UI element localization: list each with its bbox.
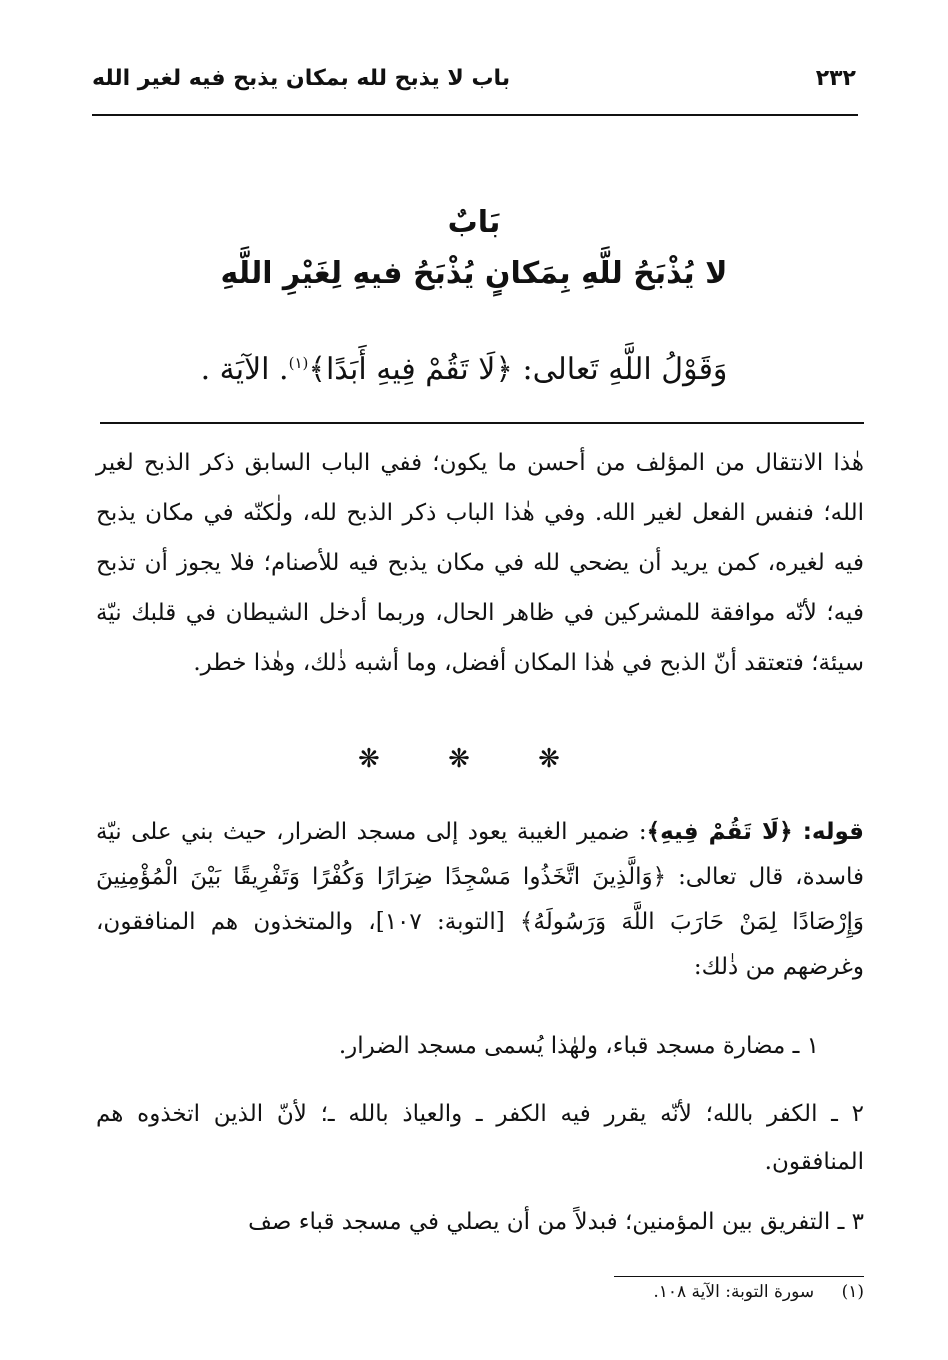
paragraph-text: : ضمير الغيبة يعود إلى مسجد الضرار، حيث بني على نيّة فاسدة، قال تعالى: ﴿وَالَّذِينَ اتَّخَذُوا مَسْجِدًا ضِرَارًا وَكُفْرًا وَتَفْرِيقًا بَيْنَ الْمُؤْمِنِينَ وَإِرْصَادًا لِمَنْ حَارَبَ اللَّهَ وَرَسُولَهُ﴾ [التوبة: ١٠٧]، والمتخذون هم المنافقون، وغرضهم من ذٰلك: bbox=[96, 819, 864, 980]
quote-label: قوله: ﴿لَا تَقُمْ فِيهِ﴾ bbox=[646, 819, 864, 845]
list-item: ٢ ـ الكفر بالله؛ لأنّه يقرر فيه الكفر ـ والعياذ بالله ـ؛ لأنّ الذين اتخذوه هم المنافقون. bbox=[96, 1101, 864, 1175]
commentary-paragraph bbox=[96, 438, 864, 688]
chapter-title: لا يُذْبَحُ للَّهِ بِمَكانٍ يُذْبَحُ فيهِ لِغَيْرِ اللَّهِ bbox=[220, 256, 728, 291]
running-header bbox=[92, 58, 856, 98]
section-divider bbox=[100, 422, 864, 424]
explanation-paragraph bbox=[96, 810, 864, 990]
page-number: ٢٣٢ bbox=[815, 65, 856, 91]
footnote bbox=[653, 1282, 864, 1302]
footnote-rule bbox=[614, 1276, 864, 1277]
quran-verse-line bbox=[80, 352, 848, 387]
verse-end: . الآيَة . bbox=[200, 352, 289, 387]
verse-intro: وَقَوْلُ اللَّهِ تَعالى: ﴿لَا تَقُمْ فِيهِ أَبَدًا﴾ bbox=[308, 352, 728, 387]
list-item: ١ ـ مضارة مسجد قباء، ولهٰذا يُسمى مسجد الضرار. bbox=[338, 1033, 819, 1059]
header-rule bbox=[92, 114, 858, 116]
footnote-text: سورة التوبة: الآية ١٠٨. bbox=[653, 1282, 815, 1302]
footnote-ref: (١) bbox=[288, 354, 309, 372]
paragraph-text: هٰذا الانتقال من المؤلف من أحسن ما يكون؛ ففي الباب السابق ذكر الذبح لغير الله؛ فنفس الفعل لغير الله. وفي هٰذا الباب ذكر الذبح لله، ولٰكنّه في مكان يذبح فيه لغيره، كمن يريد أن يضحي لله في مكان يذبح فيه للأصنام؛ فلا يجوز أن تذبح فيه؛ لأنّه موافقة للمشركين في ظاهر الحال، وربما أدخل الشيطان في قلبك نيّة سيئة؛ فتعتقد أنّ الذبح في هٰذا المكان أفضل، وما أشبه ذٰلك، وهٰذا خطر. bbox=[96, 450, 864, 676]
running-title: باب لا يذبح لله بمكان يذبح فيه لغير الله bbox=[92, 65, 511, 91]
section-separator: ❋ ❋ ❋ bbox=[358, 744, 590, 774]
list-item: ٣ ـ التفريق بين المؤمنين؛ فبدلاً من أن يصلي في مسجد قباء صف bbox=[248, 1209, 864, 1235]
footnote-number: (١) bbox=[841, 1282, 864, 1302]
chapter-label: بَابٌ bbox=[447, 205, 501, 240]
